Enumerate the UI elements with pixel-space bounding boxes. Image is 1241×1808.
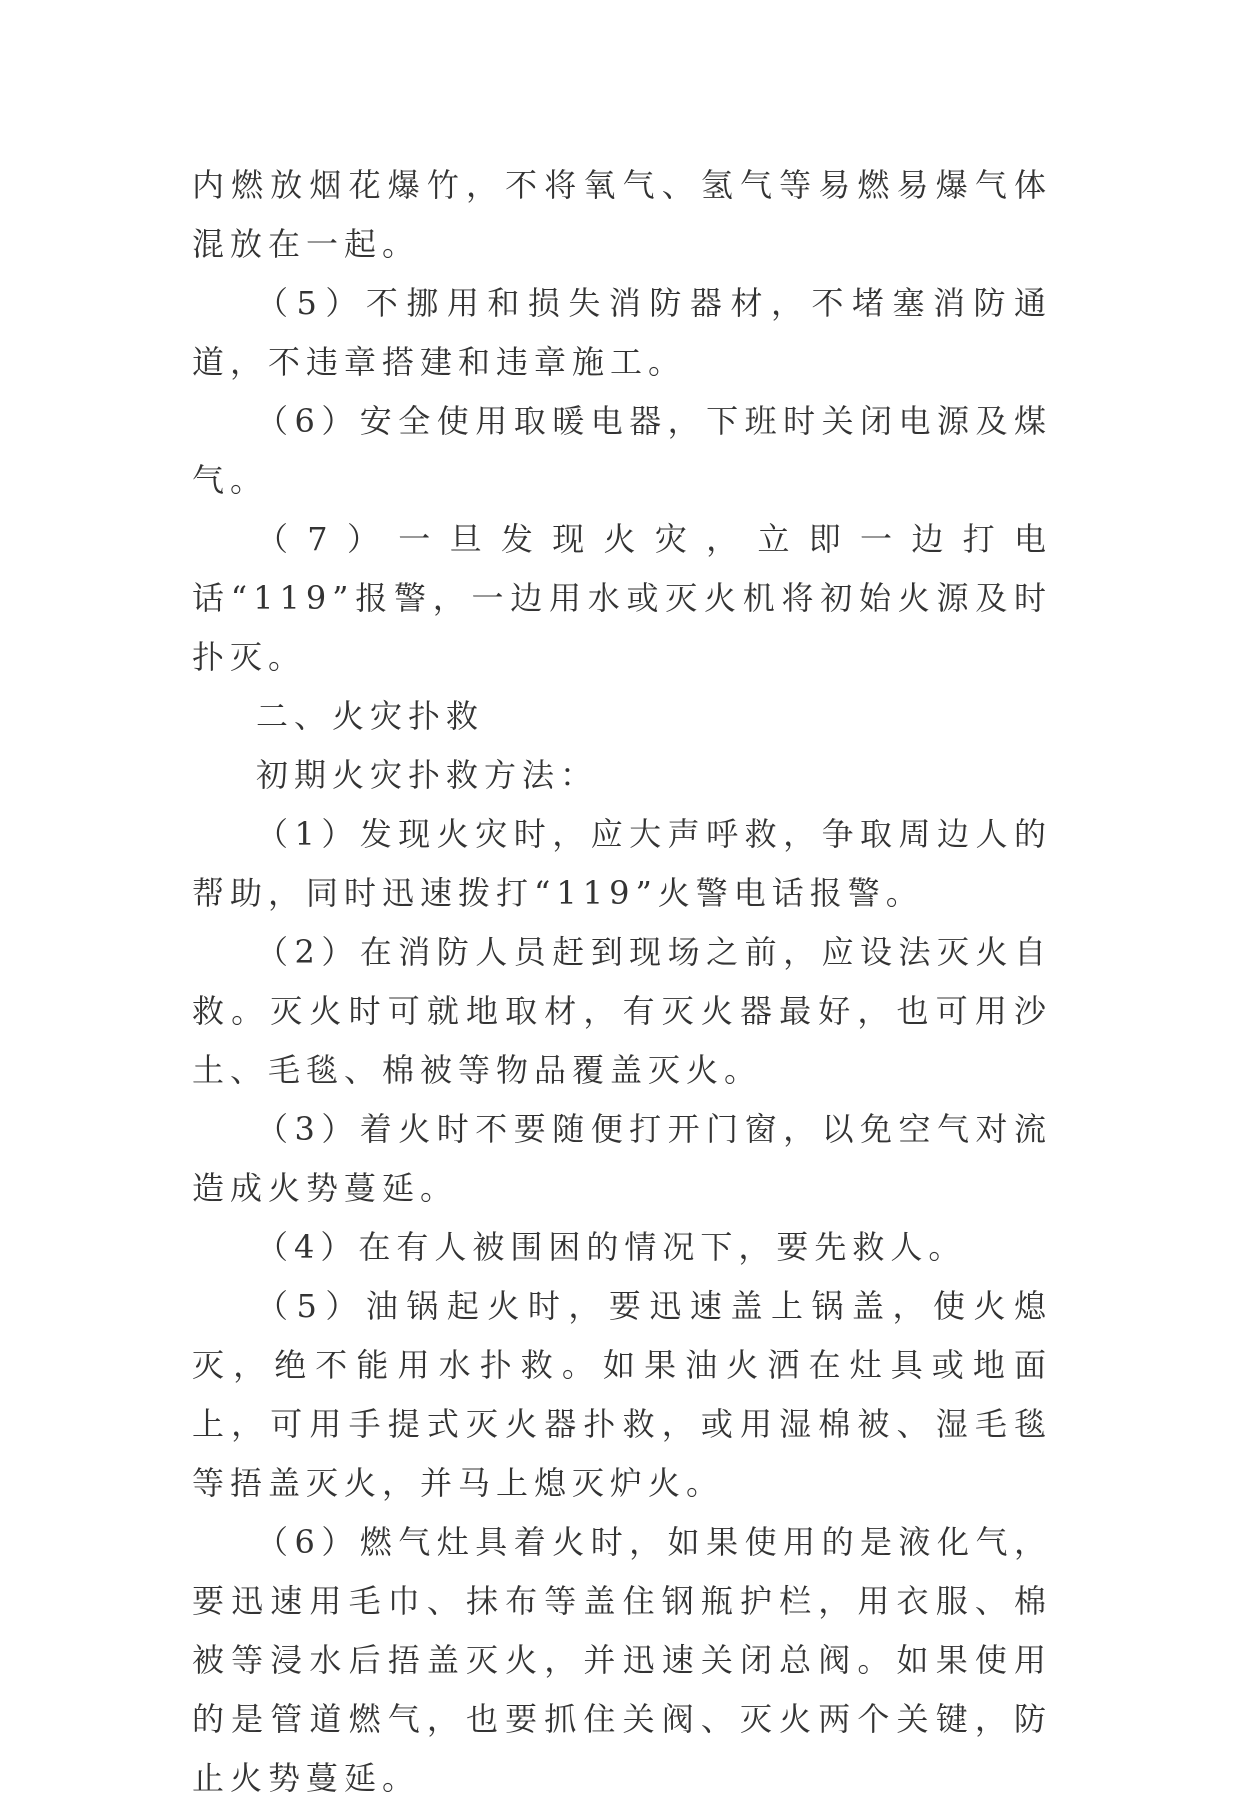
paragraph-method-5: （5）油锅起火时，要迅速盖上锅盖，使火熄灭，绝不能用水扑救。如果油火洒在灶具或地面上，可用手提式灭火器扑救，或用湿棉被、湿毛毯等捂盖灭火，并马上熄灭炉火。 <box>192 1287 1052 1502</box>
subheading-initial-methods: 初期火灾扑救方法： <box>256 756 599 794</box>
paragraph-method-3: （3）着火时不要随便打开门窗，以免空气对流造成火势蔓延。 <box>192 1110 1052 1207</box>
paragraph-item-5-equipment: （5）不挪用和损失消防器材，不堵塞消防通道，不违章搭建和违章施工。 <box>192 284 1052 381</box>
paragraph-item-6-heaters: （6）安全使用取暖电器，下班时关闭电源及煤气。 <box>192 402 1052 499</box>
section-heading-fire-fighting: 二、火灾扑救 <box>256 697 485 735</box>
paragraph-method-1: （1）发现火灾时，应大声呼救，争取周边人的帮助，同时迅速拨打“119”火警电话报警。 <box>192 815 1052 912</box>
paragraph-method-4: （4）在有人被围困的情况下，要先救人。 <box>256 1228 967 1266</box>
document-body <box>192 156 1052 1808</box>
paragraph-method-2: （2）在消防人员赶到现场之前，应设法灭火自救。灭火时可就地取材，有灭火器最好，也可用沙土、毛毯、棉被等物品覆盖灭火。 <box>192 933 1052 1089</box>
paragraph-continuation: 内燃放烟花爆竹，不将氧气、氢气等易燃易爆气体混放在一起。 <box>192 166 1052 263</box>
paragraph-method-6: （6）燃气灶具着火时，如果使用的是液化气，要迅速用毛巾、抹布等盖住钢瓶护栏，用衣服、棉被等浸水后捂盖灭火，并迅速关闭总阀。如果使用的是管道燃气，也要抓住关阀、灭火两个关键，防止火势蔓延。 <box>192 1523 1052 1797</box>
paragraph-item-7-report: （7）一旦发现火灾，立即一边打电话“119”报警，一边用水或灭火机将初始火源及时扑灭。 <box>192 520 1052 676</box>
